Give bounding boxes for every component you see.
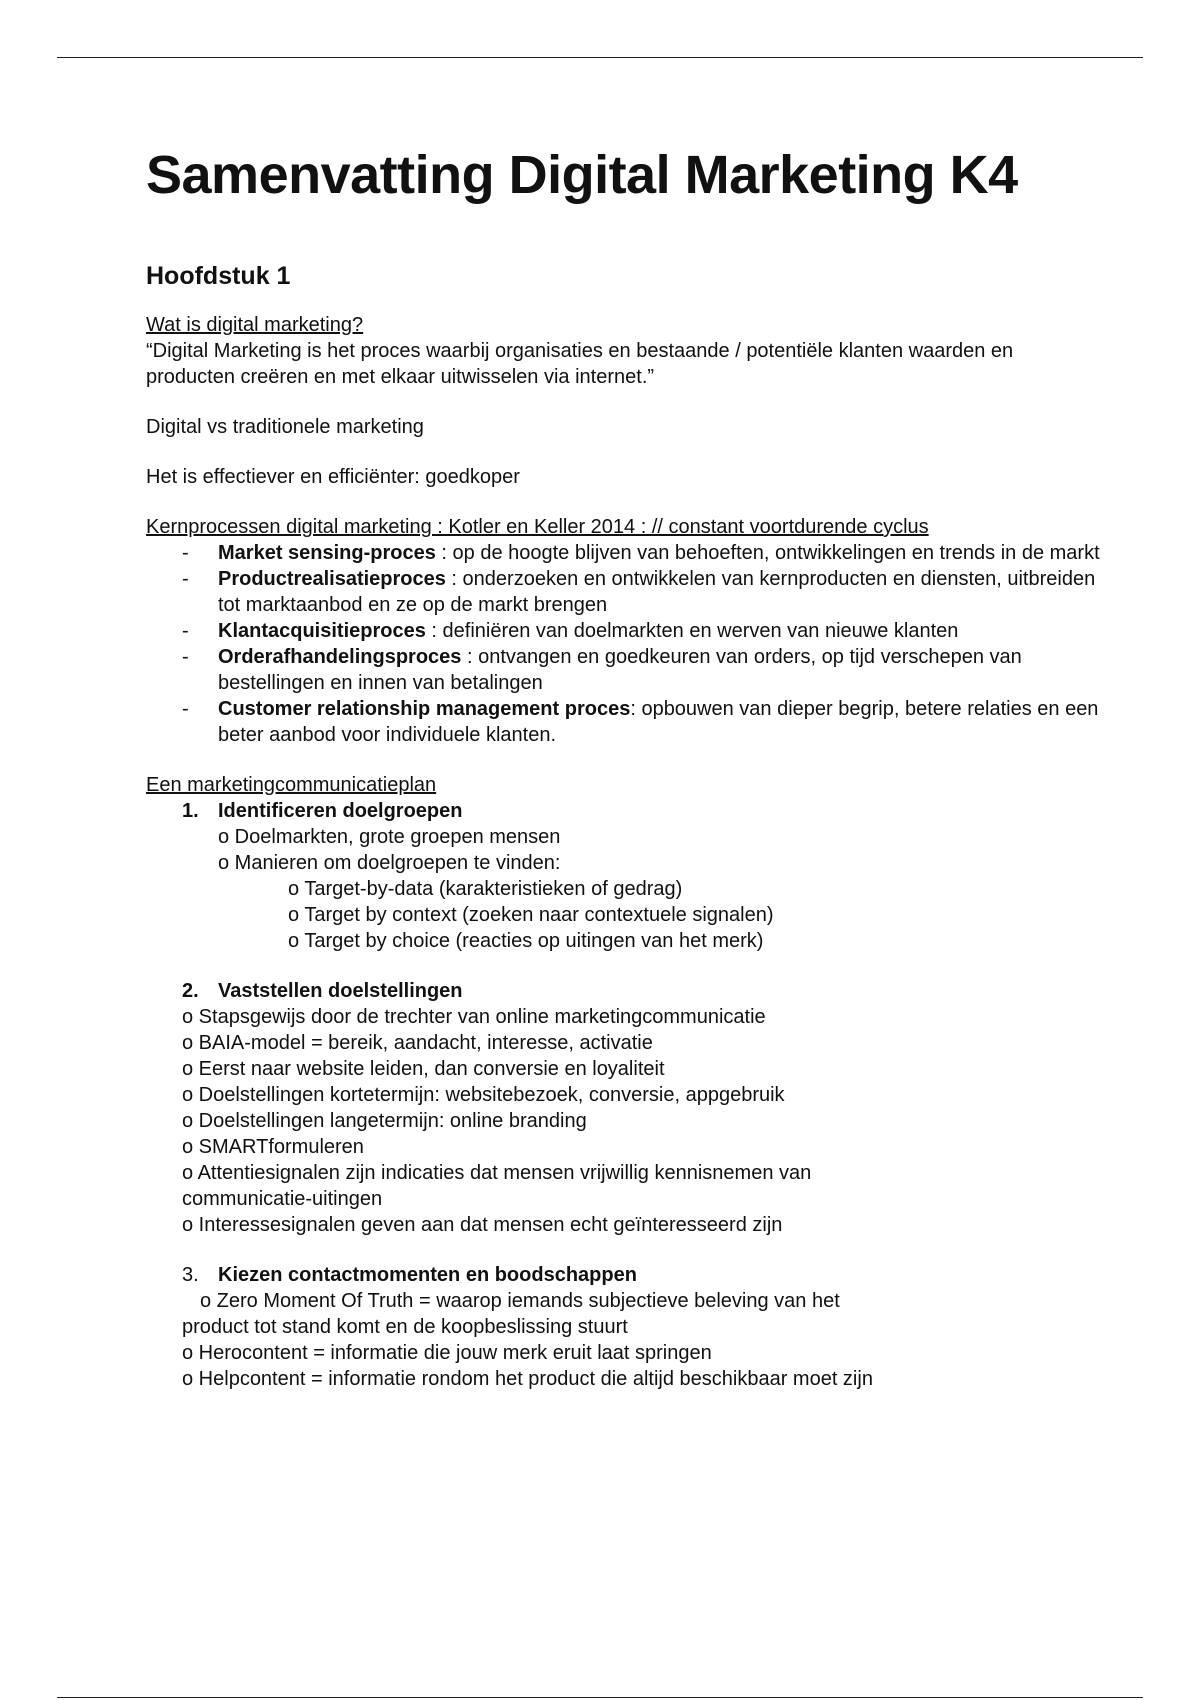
list-item: o Doelstellingen kortetermijn: websitebezoek, conversie, appgebruik: [182, 1084, 785, 1106]
list-item: o Stapsgewijs door de trechter van online marketingcommunicatie: [182, 1006, 766, 1028]
process-description: : op de hoogte blijven van behoeften, ontwikkelingen en trends in de markt: [435, 542, 1100, 564]
list-item-zmot: o Zero Moment Of Truth = waarop iemands subjectieve beleving van het product tot stand komt en de koopbeslissing stuurt: [182, 1290, 840, 1338]
step-number: 3.: [182, 1264, 199, 1286]
process-term: Orderafhandelingsproces: [218, 646, 462, 668]
list-item: o Attentiesignalen zijn indicaties dat mensen vrijwillig kennisnemen van communicatie-uitingen: [182, 1162, 812, 1210]
dash-bullet: -: [182, 568, 189, 590]
list-item: o Eerst naar website leiden, dan conversie en loyaliteit: [182, 1058, 665, 1080]
list-item: o Doelstellingen langetermijn: online branding: [182, 1110, 587, 1132]
document-page: [146, 140, 1106, 1392]
step-number: 1.: [182, 800, 199, 822]
list-item: [146, 644, 1106, 696]
step-1-heading: [146, 798, 1106, 824]
definition-quote: “Digital Marketing is het proces waarbij organisaties en bestaande / potentiële klanten waarden en producten creëren en met elkaar uitwisselen via internet.”: [146, 340, 1014, 388]
section-heading-what-is: Wat is digital marketing?: [146, 314, 364, 336]
sub-list-item: o Target by context (zoeken naar contextuele signalen): [288, 904, 774, 926]
list-item: o Doelmarkten, grote groepen mensen: [218, 826, 561, 848]
list-item: [146, 696, 1106, 748]
step-title: Identificeren doelgroepen: [218, 800, 463, 822]
effectiveness-statement: Het is effectiever en efficiënter: goedkoper: [146, 466, 520, 488]
dash-bullet: -: [182, 542, 189, 564]
list-item: o Herocontent = informatie die jouw merk eruit laat springen: [182, 1342, 712, 1364]
list-item: o Helpcontent = informatie rondom het product die altijd beschikbaar moet zijn: [182, 1368, 873, 1390]
list-item: o BAIA-model = bereik, aandacht, interesse, activatie: [182, 1032, 653, 1054]
process-description: : opbouwen van dieper begrip, betere relaties en een beter aanbod voor individuele klanten.: [218, 698, 1099, 746]
list-item: o Interessesignalen geven aan dat mensen echt geïnteresseerd zijn: [182, 1214, 783, 1236]
section-heading-kernprocessen: Kernprocessen digital marketing : Kotler en Keller 2014 : // constant voortdurende cyclus: [146, 516, 929, 538]
list-item: o Manieren om doelgroepen te vinden:: [218, 852, 561, 874]
dash-bullet: -: [182, 646, 189, 668]
process-description: : ontvangen en goedkeuren van orders, op tijd verschepen van bestellingen en innen van betalingen: [218, 646, 1022, 694]
process-description: : onderzoeken en ontwikkelen van kernproducten en diensten, uitbreiden tot marktaanbod en ze op de markt brengen: [218, 568, 1096, 616]
process-term: Productrealisatieproces: [218, 568, 446, 590]
sub-list-item: o Target-by-data (karakteristieken of gedrag): [288, 878, 683, 900]
process-term: Market sensing-proces: [218, 542, 436, 564]
list-item: [146, 540, 1106, 566]
process-term: Customer relationship management proces: [218, 698, 631, 720]
process-term: Klantacquisitieproces: [218, 620, 426, 642]
list-item: [146, 618, 1106, 644]
step-title: Kiezen contactmomenten en boodschappen: [218, 1264, 637, 1286]
step-number: 2.: [182, 980, 199, 1002]
kernprocessen-list: [146, 540, 1106, 748]
section-heading-plan: Een marketingcommunicatieplan: [146, 774, 437, 796]
process-description: : definiëren van doelmarkten en werven van nieuwe klanten: [425, 620, 959, 642]
dash-bullet: -: [182, 698, 189, 720]
document-title: Samenvatting Digital Marketing K4: [146, 145, 1018, 205]
list-item: o SMARTformuleren: [182, 1136, 364, 1158]
step-2-heading: [146, 978, 1106, 1004]
top-rule: [57, 57, 1143, 58]
step-title: Vaststellen doelstellingen: [218, 980, 463, 1002]
digital-vs-traditional: Digital vs traditionele marketing: [146, 416, 424, 438]
sub-list-item: o Target by choice (reacties op uitingen van het merk): [288, 930, 764, 952]
dash-bullet: -: [182, 620, 189, 642]
chapter-heading: Hoofdstuk 1: [146, 262, 291, 290]
list-item: [146, 566, 1106, 618]
bottom-rule: [57, 1697, 1143, 1698]
step-3-heading: [146, 1262, 1106, 1288]
